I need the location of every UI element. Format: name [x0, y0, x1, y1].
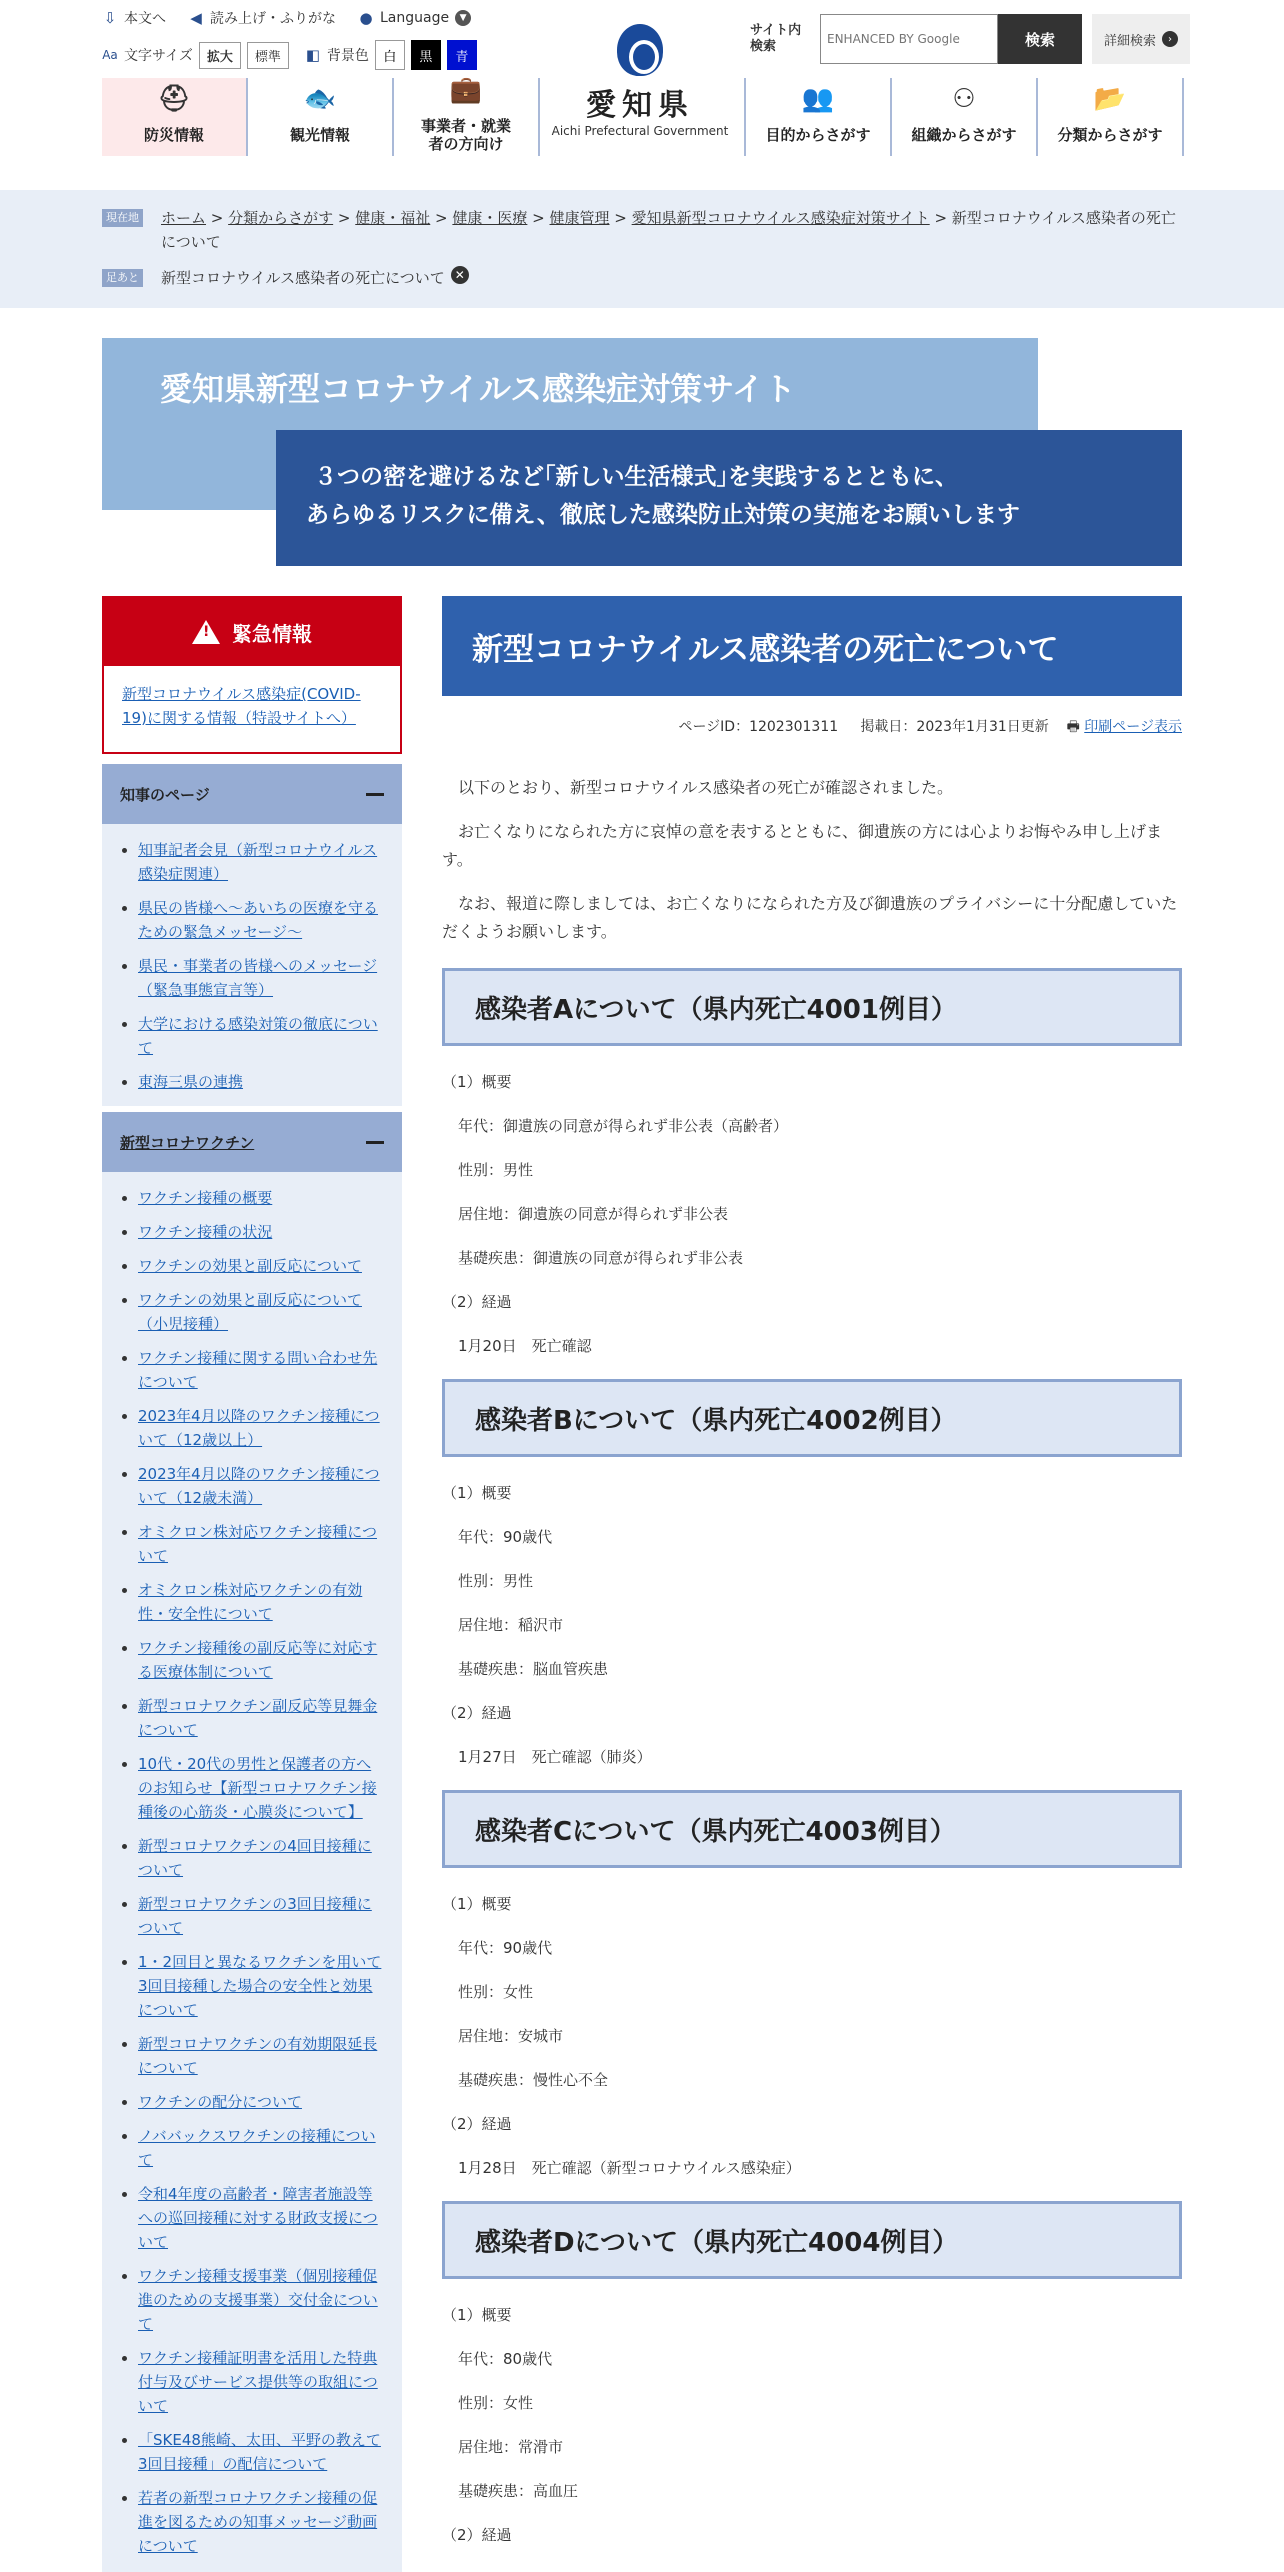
- sidebar-item: [120, 896, 384, 944]
- global-nav-right: [744, 78, 1184, 156]
- sidebar-link[interactable]: 2023年4月以降のワクチン接種について（12歳未満）: [138, 1465, 380, 1507]
- page-meta: [442, 716, 1182, 740]
- case-disease: 基礎疾患：脳血管疾患: [458, 1660, 609, 1678]
- global-nav: [102, 75, 540, 156]
- vaccine-menu-title[interactable]: 新型コロナワクチン: [120, 1133, 255, 1152]
- history-tag: 足あと: [102, 269, 143, 287]
- case-age: 年代：御遺族の同意が得られず非公表（高齢者）: [458, 1117, 789, 1135]
- font-size-large-button[interactable]: 拡大: [199, 42, 241, 69]
- sidebar-item: [120, 1578, 384, 1626]
- sidebar-item: [120, 954, 384, 1002]
- sidebar-link[interactable]: 新型コロナワクチンの有効期限延長について: [138, 2035, 378, 2077]
- sidebar-item: [120, 1012, 384, 1060]
- sidebar-link[interactable]: ワクチン接種の概要: [138, 1189, 273, 1207]
- case-detail: 1月27日 死亡確認（肺炎）: [458, 1748, 652, 1766]
- sidebar-item: [120, 1070, 384, 1094]
- emergency-header: [104, 598, 400, 666]
- sidebar-item: [120, 1462, 384, 1510]
- sidebar-link[interactable]: ワクチンの効果と副反応について（小児接種）: [138, 1291, 362, 1333]
- sidebar-link[interactable]: 新型コロナワクチンの4回目接種について: [138, 1837, 372, 1879]
- breadcrumb-health-welfare[interactable]: 健康・福祉: [355, 209, 431, 227]
- banner-line2: あらゆるリスクに備え、徹底した感染防止対策の実施をお願いします: [306, 502, 1020, 528]
- sidebar-item: [120, 1220, 384, 1244]
- case-age: 年代：90歳代: [458, 1528, 553, 1546]
- sidebar-item: [120, 2264, 384, 2336]
- case-heading: 感染者Cについて（県内死亡4003例目）: [442, 1790, 1182, 1868]
- case-detail: 1月20日 死亡確認: [458, 1337, 592, 1355]
- people-icon: 👥: [801, 84, 835, 114]
- sidebar-link[interactable]: ワクチン接種支援事業（個別接種促進のための支援事業）交付金について: [138, 2267, 378, 2333]
- case-residence: 居住地：稲沢市: [458, 1616, 564, 1634]
- breadcrumb-health-medical[interactable]: 健康・医療: [452, 209, 528, 227]
- logo-english: Aichi Prefectural Government: [551, 124, 729, 138]
- sidebar-item: [120, 1950, 384, 2022]
- bg-color-label: 背景色: [326, 48, 369, 64]
- bg-white-button[interactable]: 白: [375, 40, 405, 70]
- nav-business-label: 事業者・就業者の方向け: [420, 117, 511, 153]
- emergency-link[interactable]: 新型コロナウイルス感染症(COVID-19)に関する情報（特設サイトへ）: [122, 685, 361, 727]
- sidebar-item: [120, 1752, 384, 1824]
- folder-icon: 📂: [1093, 84, 1127, 114]
- publish-date: 掲載日：2023年1月31日更新: [860, 719, 1049, 735]
- case-residence: 居住地：常滑市: [458, 2438, 564, 2456]
- language-button[interactable]: [358, 10, 471, 26]
- sidebar-link[interactable]: 大学における感染対策の徹底について: [138, 1015, 378, 1057]
- history-item[interactable]: 新型コロナウイルス感染者の死亡について: [161, 269, 445, 287]
- sidebar-item: [120, 1694, 384, 1742]
- case-age: 年代：90歳代: [458, 1939, 553, 1957]
- speaker-icon: ◀: [190, 9, 202, 27]
- collapse-icon: [366, 793, 384, 796]
- font-size-label: 文字サイズ: [124, 48, 193, 64]
- case-heading: 感染者Dについて（県内死亡4004例目）: [442, 2201, 1182, 2279]
- sidebar-item: [120, 2428, 384, 2476]
- utility-bar: [102, 8, 471, 28]
- sidebar-item: [120, 2182, 384, 2254]
- search-button[interactable]: 検索: [998, 14, 1082, 64]
- sidebar-link[interactable]: 「SKE48熊崎、太田、平野の教えて3回目接種」の配信について: [138, 2431, 381, 2473]
- nav-category[interactable]: [1038, 78, 1184, 156]
- sidebar-link[interactable]: 県民・事業者の皆様へのメッセージ（緊急事態宣言等）: [138, 957, 378, 999]
- breadcrumb-current: 新型コロナウイルス感染者の死亡について: [161, 209, 1176, 251]
- case-sex: 性別：女性: [458, 2394, 534, 2412]
- emergency-box: [102, 596, 402, 754]
- breadcrumb-home[interactable]: ホーム: [161, 209, 207, 227]
- sidebar-item: [120, 1254, 384, 1278]
- site-header: [0, 0, 1284, 190]
- site-search: [750, 14, 1190, 64]
- print-link[interactable]: 印刷ページ表示: [1084, 719, 1182, 735]
- sidebar-link[interactable]: 1・2回目と異なるワクチンを用いて3回目接種した場合の安全性と効果について: [138, 1953, 382, 2019]
- nav-purpose[interactable]: [746, 78, 892, 156]
- search-input[interactable]: [820, 14, 998, 64]
- breadcrumb-covid-site[interactable]: 愛知県新型コロナウイルス感染症対策サイト: [631, 209, 930, 227]
- case-sex: 性別：男性: [458, 1161, 534, 1179]
- nav-organization-label: 組織からさがす: [911, 126, 1017, 144]
- nav-tourism[interactable]: [248, 78, 394, 156]
- sidebar-link[interactable]: オミクロン株対応ワクチン接種について: [138, 1523, 377, 1565]
- font-size-normal-button[interactable]: 標準: [247, 42, 289, 69]
- bg-blue-button[interactable]: 青: [447, 40, 477, 70]
- arrow-down-icon: ⇩: [103, 9, 117, 27]
- sidebar-link[interactable]: ワクチンの配分について: [138, 2093, 302, 2111]
- case-age: 年代：80歳代: [458, 2350, 553, 2368]
- sidebar-item: [120, 2124, 384, 2172]
- read-aloud-label: 読み上げ・ふりがな: [210, 11, 336, 27]
- sidebar-link[interactable]: 県民の皆様へ～あいちの医療を守るための緊急メッセージ～: [138, 899, 379, 941]
- case-heading: 感染者Aについて（県内死亡4001例目）: [442, 968, 1182, 1046]
- page-id: ページID：1202301311: [678, 719, 839, 735]
- case-disease: 基礎疾患：高血圧: [458, 2482, 579, 2500]
- font-size-icon: Aa: [102, 48, 118, 62]
- sidebar-link[interactable]: ワクチン接種証明書を活用した特典付与及びサービス提供等の取組について: [138, 2349, 378, 2415]
- breadcrumb-category[interactable]: 分類からさがす: [228, 209, 334, 227]
- close-icon[interactable]: ✕: [451, 266, 469, 284]
- helmet-icon: ⛑: [157, 84, 191, 114]
- banner-message: [276, 430, 1182, 566]
- case-progress-label: （2）経過: [442, 2115, 512, 2133]
- advanced-search-label: 詳細検索: [1103, 33, 1156, 49]
- printer-icon: 🖶: [1066, 719, 1080, 735]
- display-settings: [102, 40, 477, 70]
- sidebar-item: [120, 838, 384, 886]
- breadcrumb-trail: ホーム > 分類からさがす > 健康・福祉 > 健康・医療 > 健康管理 > 愛知県新型コロナウイルス感染症対策サイト > 新型コロナウイルス感染者の死亡について: [161, 209, 1176, 251]
- sidebar-item: [120, 1520, 384, 1568]
- nav-disaster[interactable]: [102, 78, 248, 156]
- arrow-right-icon: ›: [1162, 31, 1178, 47]
- sidebar-link[interactable]: 新型コロナワクチンの3回目接種について: [138, 1895, 372, 1937]
- sidebar-item: [120, 2486, 384, 2558]
- sidebar-link[interactable]: ワクチン接種の状況: [138, 1223, 273, 1241]
- case-residence: 居住地：御遺族の同意が得られず非公表: [458, 1205, 729, 1223]
- nav-purpose-label: 目的からさがす: [765, 126, 871, 144]
- current-location-tag: 現在地: [102, 209, 143, 227]
- governor-menu-header[interactable]: [102, 764, 402, 824]
- search-label: サイト内検索: [750, 23, 802, 54]
- prefecture-emblem-icon: [617, 24, 663, 76]
- history-trail: [102, 266, 469, 290]
- sidebar-item: [120, 1404, 384, 1452]
- case-detail: 1月28日 死亡確認（新型コロナウイルス感染症）: [458, 2159, 801, 2177]
- sidebar-item: [120, 2090, 384, 2114]
- skip-to-body-label: 本文へ: [124, 11, 166, 27]
- case-overview-label: （1）概要: [442, 1073, 512, 1091]
- case-progress-label: （2）経過: [442, 2526, 512, 2544]
- chevron-down-icon: ▼: [455, 10, 471, 26]
- sidebar-link[interactable]: 新型コロナワクチン副反応等見舞金について: [138, 1697, 378, 1739]
- sidebar-link[interactable]: 10代・20代の男性と保護者の方へのお知らせ【新型コロナワクチン接種後の心筋炎・心膜炎について】: [138, 1755, 377, 1821]
- breadcrumb-area: [0, 190, 1284, 308]
- nav-tourism-label: 観光情報: [289, 126, 350, 144]
- org-chart-icon: ⚇: [952, 84, 976, 114]
- intro-paragraph: お亡くなりになられた方に哀悼の意を表するとともに、御遺族の方には心よりお悔やみ申し上げます。: [442, 822, 1163, 869]
- read-aloud-link[interactable]: [188, 8, 336, 28]
- breadcrumb: [102, 206, 1182, 254]
- case-overview-label: （1）概要: [442, 1484, 512, 1502]
- intro-paragraph: なお、報道に際しましては、お亡くなりになられた方及び御遺族のプライバシーに十分配慮していただくようお願いします。: [442, 894, 1178, 941]
- intro-paragraph: 以下のとおり、新型コロナウイルス感染者の死亡が確認されました。: [458, 778, 954, 797]
- sidebar-item: [120, 1186, 384, 1210]
- sidebar-link[interactable]: ワクチンの効果と副反応について: [138, 1257, 362, 1275]
- page-title: 新型コロナウイルス感染者の死亡について: [442, 596, 1182, 696]
- case-sex: 性別：女性: [458, 1983, 534, 2001]
- governor-menu-title: 知事のページ: [120, 785, 210, 804]
- sidebar-item: [120, 2346, 384, 2418]
- case-overview-label: （1）概要: [442, 1895, 512, 1913]
- shachihoko-icon: 🐟: [303, 84, 337, 114]
- paint-icon: ◧: [305, 46, 321, 64]
- logo-japanese: 愛知県: [586, 88, 694, 123]
- sidebar-item: [120, 1346, 384, 1394]
- nav-disaster-label: 防災情報: [143, 126, 204, 144]
- bg-black-button[interactable]: 黒: [411, 40, 441, 70]
- vaccine-menu-header[interactable]: [102, 1112, 402, 1172]
- case-disease: 基礎疾患：慢性心不全: [458, 2071, 609, 2089]
- warning-icon: [192, 620, 220, 644]
- case-progress-label: （2）経過: [442, 1293, 512, 1311]
- collapse-icon: [366, 1141, 384, 1144]
- nav-organization[interactable]: [892, 78, 1038, 156]
- breadcrumb-health-management[interactable]: 健康管理: [549, 209, 610, 227]
- sidebar-link[interactable]: ワクチン接種後の副反応等に対応する医療体制について: [138, 1639, 378, 1681]
- vaccine-menu: [102, 1112, 402, 2572]
- sidebar-item: [120, 2032, 384, 2080]
- case-progress-label: （2）経過: [442, 1704, 512, 1722]
- sidebar-item: [120, 1834, 384, 1882]
- sidebar-link[interactable]: 2023年4月以降のワクチン接種について（12歳以上）: [138, 1407, 380, 1449]
- sidebar-link[interactable]: 知事記者会見（新型コロナウイルス感染症関連）: [138, 841, 378, 883]
- banner-line1: ３つの密を避けるなど｢新しい生活様式｣を実践するとともに、: [314, 464, 958, 490]
- sidebar-link[interactable]: 令和4年度の高齢者・障害者施設等への巡回接種に対する財政支援について: [138, 2185, 378, 2251]
- language-label: Language: [380, 10, 450, 26]
- sidebar-item: [120, 1636, 384, 1684]
- nav-business[interactable]: [394, 75, 540, 156]
- sidebar-link[interactable]: 若者の新型コロナワクチン接種の促進を図るための知事メッセージ動画について: [138, 2489, 378, 2555]
- case-sex: 性別：男性: [458, 1572, 534, 1590]
- globe-icon: ●: [359, 9, 373, 27]
- banner-title: 愛知県新型コロナウイルス感染症対策サイト: [160, 370, 796, 408]
- sidebar-link[interactable]: ワクチン接種に関する問い合わせ先について: [138, 1349, 378, 1391]
- sidebar-link[interactable]: ノババックスワクチンの接種について: [138, 2127, 376, 2169]
- case-overview-label: （1）概要: [442, 2306, 512, 2324]
- briefcase-icon: 💼: [449, 75, 483, 105]
- advanced-search-button[interactable]: [1092, 14, 1190, 64]
- emergency-title: 緊急情報: [232, 621, 312, 646]
- sidebar-link[interactable]: オミクロン株対応ワクチンの有効性・安全性について: [138, 1581, 363, 1623]
- nav-category-label: 分類からさがす: [1057, 126, 1163, 144]
- sidebar-item: [120, 1892, 384, 1940]
- case-heading: 感染者Bについて（県内死亡4002例目）: [442, 1379, 1182, 1457]
- skip-to-body-link[interactable]: [102, 8, 166, 28]
- sidebar-link[interactable]: 東海三県の連携: [138, 1073, 244, 1091]
- site-logo[interactable]: [540, 24, 740, 138]
- case-residence: 居住地：安城市: [458, 2027, 564, 2045]
- case-disease: 基礎疾患：御遺族の同意が得られず非公表: [458, 1249, 744, 1267]
- sidebar-item: [120, 1288, 384, 1336]
- governor-menu: [102, 764, 402, 1106]
